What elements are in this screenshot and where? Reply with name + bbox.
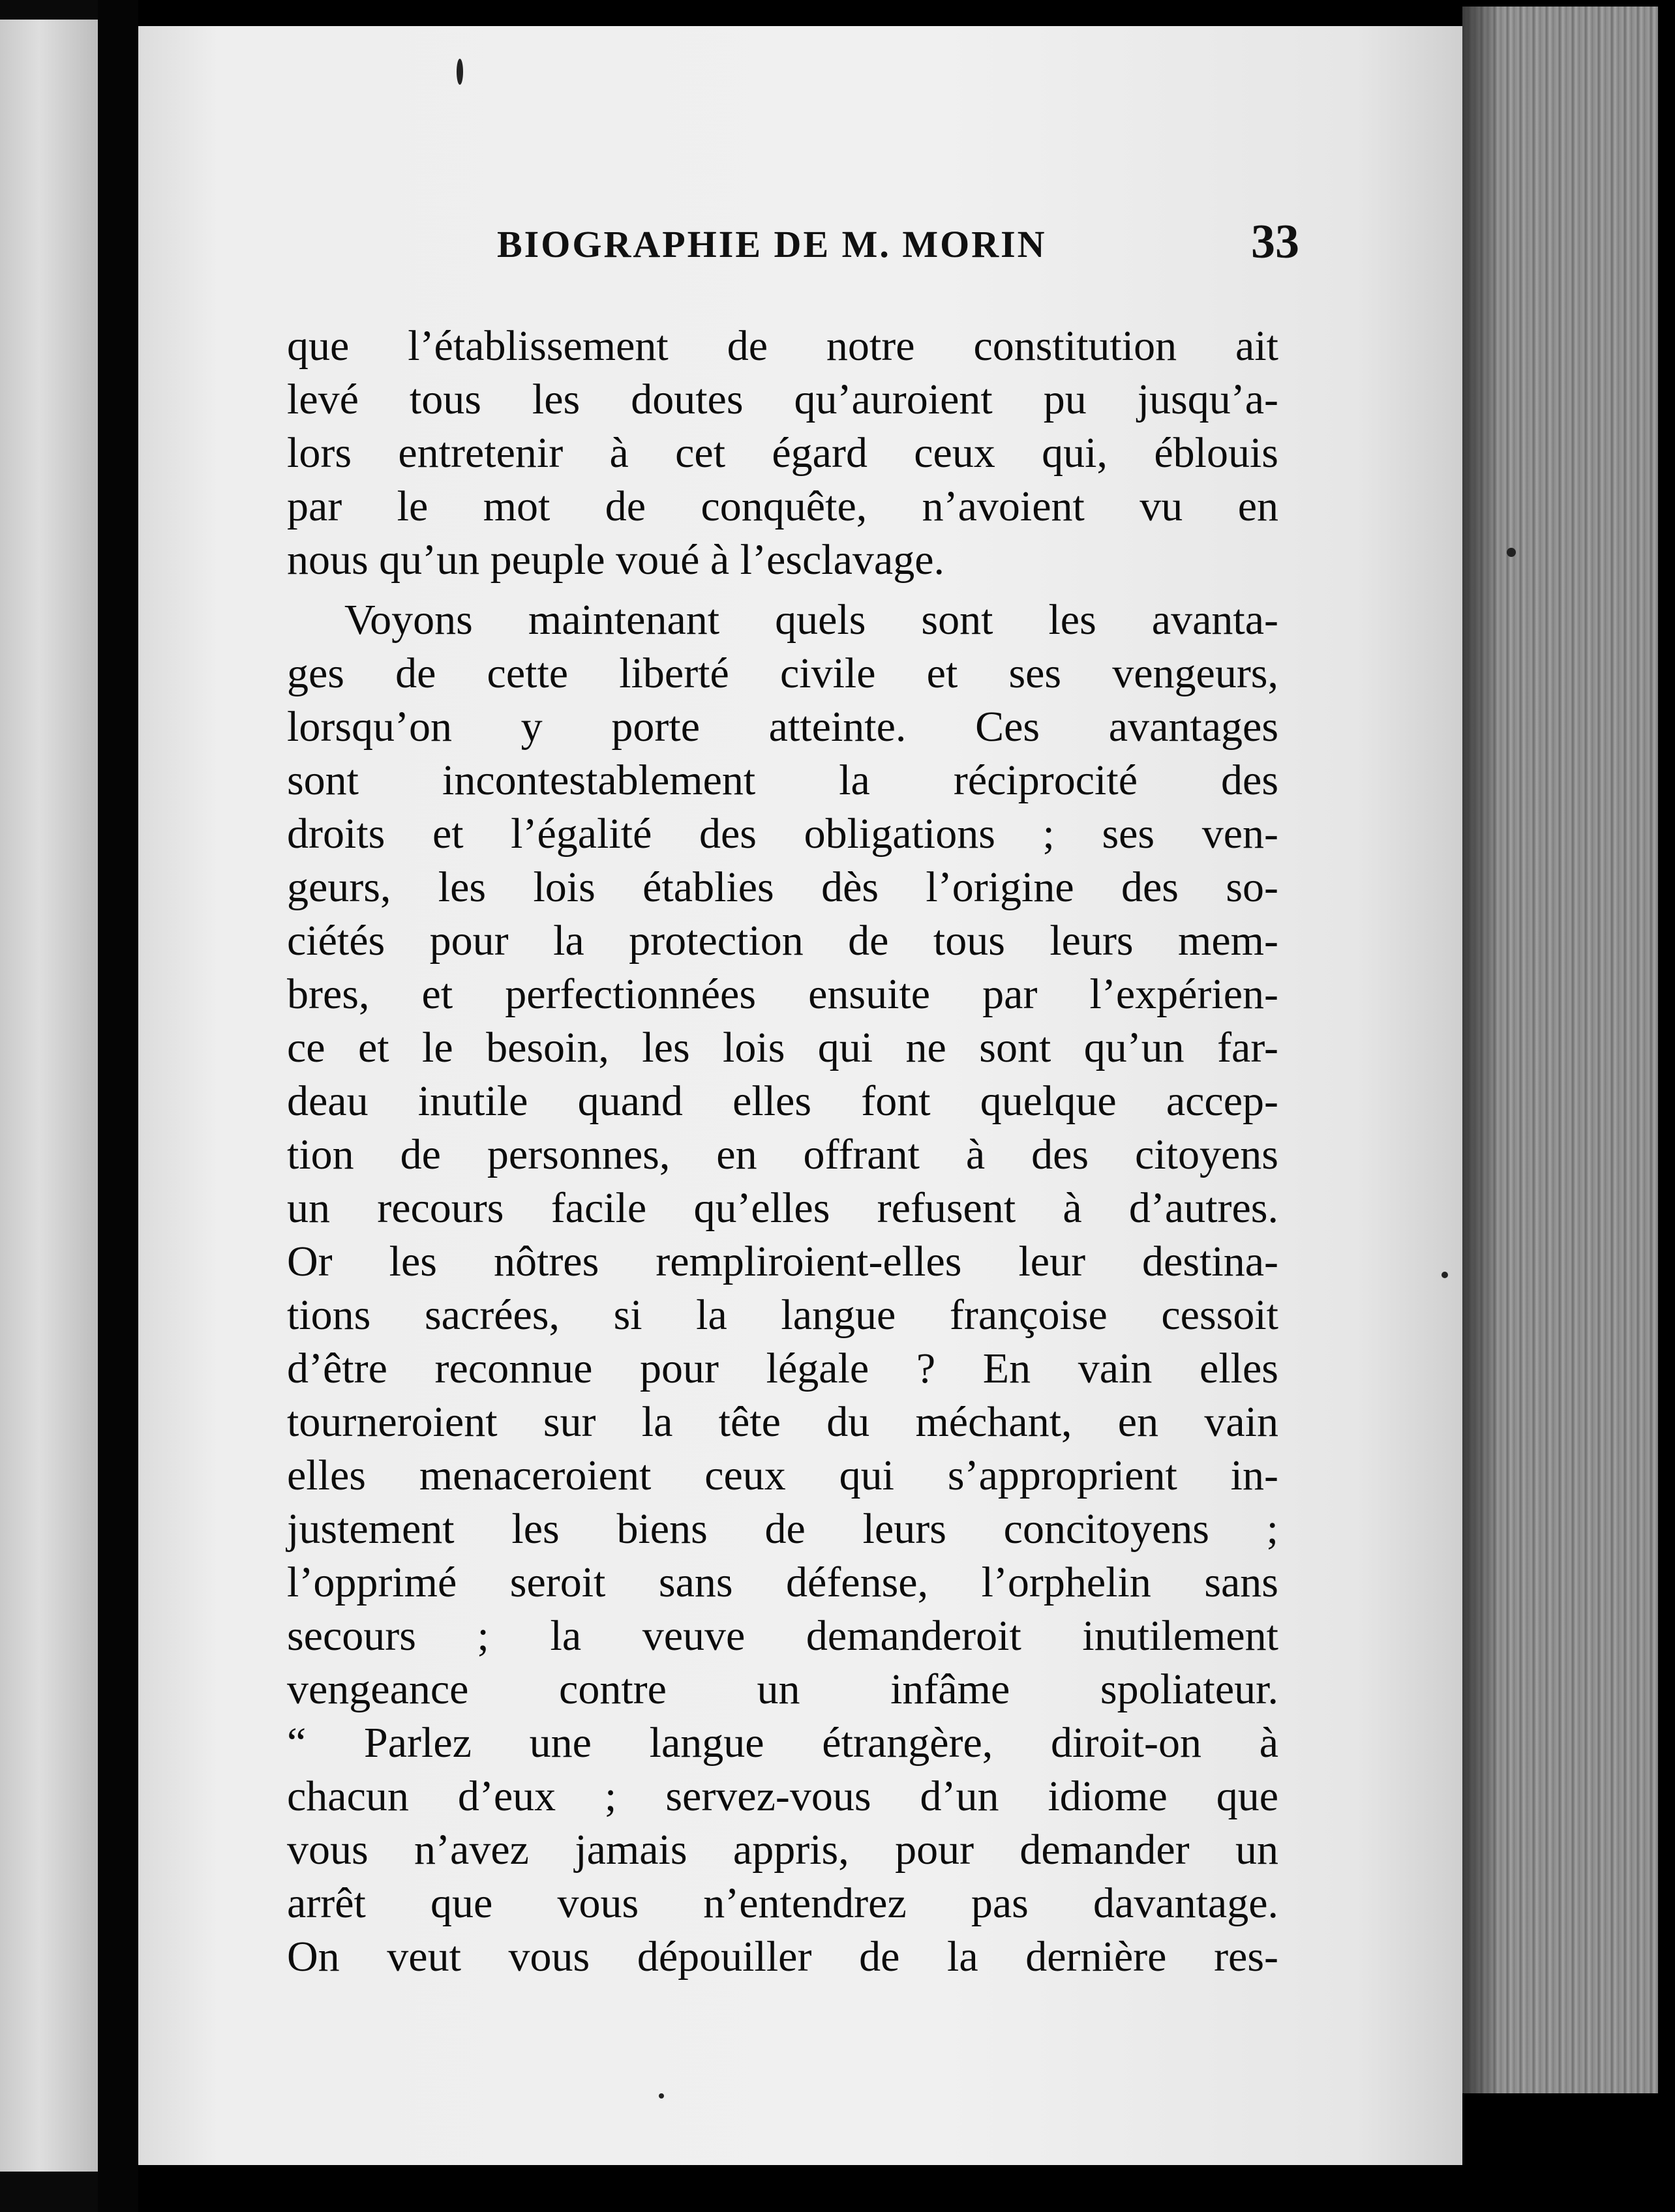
book-gutter: [98, 0, 138, 2212]
text-line: elles menaceroient ceux qui s’approprient in-: [287, 1452, 1278, 1499]
page-number: 33: [1251, 215, 1299, 269]
text-line: vous n’avez jamais appris, pour demander un: [287, 1826, 1278, 1874]
text-line: nous qu’un peuple voué à l’esclavage.: [287, 536, 944, 584]
text-line: lors entretenir à cet égard ceux qui, éblouis: [287, 429, 1278, 477]
text-line: tion de personnes, en offrant à des citoyens: [287, 1131, 1278, 1178]
text-line: Voyons maintenant quels sont les avanta-: [344, 596, 1278, 644]
text-line: On veut vous dépouiller de la dernière res-: [287, 1933, 1278, 1980]
page-stack-shadow: [1462, 7, 1501, 2093]
scan-speck: [659, 2093, 664, 2099]
scan-speck: [1441, 1272, 1448, 1278]
text-line: “ Parlez une langue étrangère, diroit-on à: [287, 1719, 1278, 1767]
text-line: d’être reconnue pour légale ? En vain elles: [287, 1345, 1278, 1392]
running-head: [497, 215, 1299, 274]
text-line: par le mot de conquête, n’avoient vu en: [287, 483, 1278, 530]
previous-page-sliver: [0, 20, 98, 2172]
text-line: ce et le besoin, les lois qui ne sont qu’un far-: [287, 1024, 1278, 1071]
text-line: sont incontestablement la réciprocité des: [287, 756, 1278, 804]
text-line: levé tous les doutes qu’auroient pu jusqu’a-: [287, 376, 1278, 423]
text-line: chacun d’eux ; servez-vous d’un idiome que: [287, 1772, 1278, 1820]
text-line: tions sacrées, si la langue françoise cessoit: [287, 1291, 1278, 1339]
text-line: lorsqu’on y porte atteinte. Ces avantages: [287, 703, 1278, 751]
text-line: ges de cette liberté civile et ses vengeurs,: [287, 650, 1278, 697]
body-text: [287, 320, 1278, 1984]
text-line: geurs, les lois établies dès l’origine des so-: [287, 863, 1278, 911]
text-line: Or les nôtres rempliroient-elles leur destina-: [287, 1238, 1278, 1285]
text-line: ciétés pour la protection de tous leurs mem-: [287, 917, 1278, 964]
text-line: justement les biens de leurs concitoyens ;: [287, 1505, 1278, 1553]
text-line: secours ; la veuve demanderoit inutilement: [287, 1612, 1278, 1660]
text-line: droits et l’égalité des obligations ; ses ven-: [287, 810, 1278, 858]
text-line: arrêt que vous n’entendrez pas davantage.: [287, 1879, 1278, 1927]
text-line: deau inutile quand elles font quelque accep-: [287, 1077, 1278, 1125]
text-line: un recours facile qu’elles refusent à d’autres.: [287, 1184, 1278, 1232]
text-line: vengeance contre un infâme spoliateur.: [287, 1666, 1278, 1713]
text-line: bres, et perfectionnées ensuite par l’expérien-: [287, 970, 1278, 1018]
running-title: BIOGRAPHIE DE M. MORIN: [497, 223, 1047, 265]
text-line: tourneroient sur la tête du méchant, en vain: [287, 1398, 1278, 1446]
scan-speck: [457, 59, 463, 85]
text-line: que l’établissement de notre constitution ait: [287, 322, 1278, 370]
text-line: l’opprimé seroit sans défense, l’orphelin sans: [287, 1559, 1278, 1606]
scan-speck: [1507, 548, 1516, 557]
